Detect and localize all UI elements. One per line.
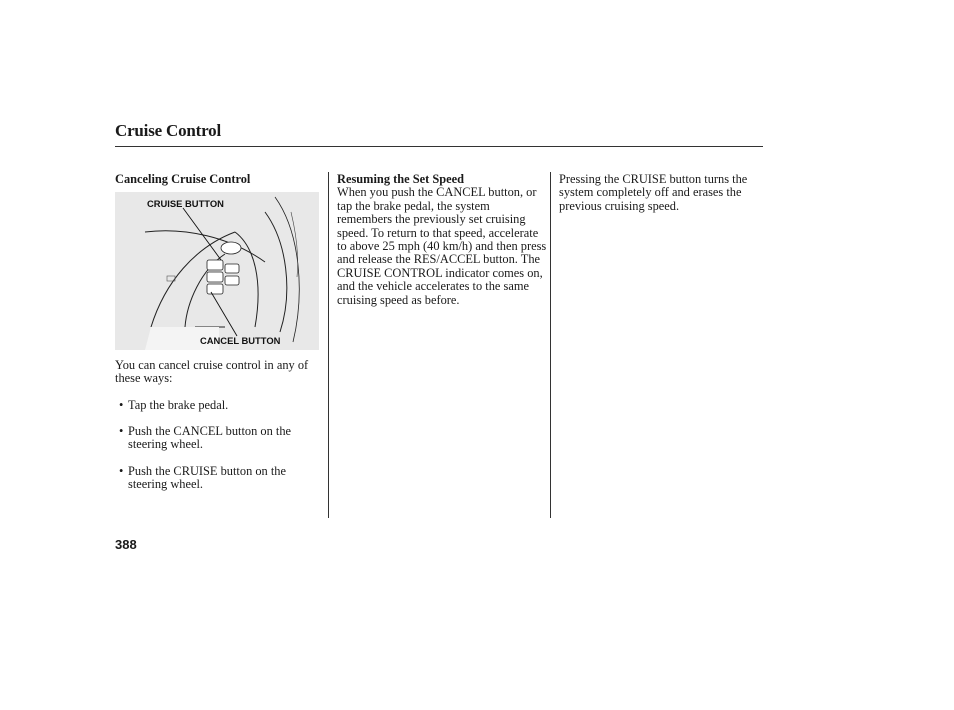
cancel-button-label: CANCEL BUTTON — [200, 335, 281, 346]
left-column — [115, 173, 320, 186]
right-column — [559, 173, 764, 213]
bullet-icon: • — [119, 424, 124, 438]
middle-column — [337, 173, 547, 307]
cancel-intro-text: You can cancel cruise control in any of these ways: — [115, 358, 309, 386]
list-item — [119, 465, 319, 492]
column-divider-right — [550, 172, 551, 518]
list-item-text: Push the CANCEL button on the steering wheel. — [128, 424, 292, 452]
list-item — [119, 399, 319, 412]
page-title: Cruise Control — [115, 121, 221, 140]
list-item — [119, 425, 319, 452]
canceling-heading: Canceling Cruise Control — [115, 172, 251, 186]
page-number: 388 — [115, 537, 137, 552]
bullet-icon: • — [119, 398, 124, 412]
resuming-body-text: When you push the CANCEL button, or tap the brake pedal, the system remembers the previously set cruising speed. To return to that speed, accelerate to above 25 mph (40 km/h) and then press and release the RES/ACCEL button. The CRUISE CONTROL indicator comes on, and the vehicle accelerates to the same cruising speed as before. — [337, 185, 547, 307]
list-item-text: Push the CRUISE button on the steering wheel. — [128, 464, 286, 492]
list-item-text: Tap the brake pedal. — [128, 398, 229, 412]
bullet-icon: • — [119, 464, 124, 478]
steering-wheel-icon — [115, 192, 319, 350]
resuming-heading: Resuming the Set Speed — [337, 172, 465, 186]
steering-wheel-illustration — [115, 192, 319, 350]
title-divider — [115, 146, 763, 147]
column-divider-left — [328, 172, 329, 518]
cruise-button-label: CRUISE BUTTON — [147, 198, 224, 209]
cruise-off-text: Pressing the CRUISE button turns the system completely off and erases the previous cruising speed. — [559, 172, 748, 213]
